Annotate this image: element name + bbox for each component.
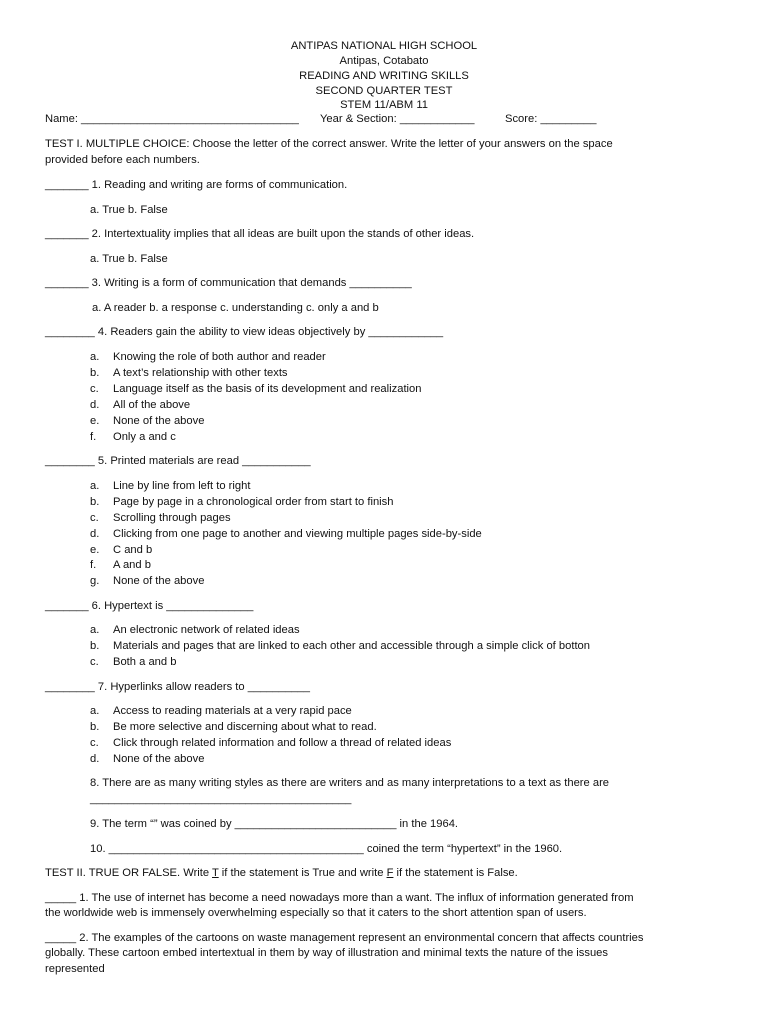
option-letter: e. [90, 544, 100, 556]
strand-section: STEM 11/ABM 11 [340, 99, 428, 111]
question-9: 9. The term “” was coined by __________________________ in the 1964. [90, 818, 459, 830]
tf-question-2-cont2: represented [45, 963, 105, 975]
name-field: Name: ___________________________________ [45, 113, 299, 125]
option-letter: f. [90, 431, 97, 443]
subject-title: READING AND WRITING SKILLS [299, 70, 469, 82]
question-10: 10. _________________________________________ coined the term “hypertext” in the 1960. [90, 843, 563, 855]
option-text: Be more selective and discerning about what to read. [113, 721, 377, 733]
score-field: Score: _________ [505, 113, 597, 125]
option-text: None of the above [113, 415, 205, 427]
question-2: _______ 2. Intertextuality implies that all ideas are built upon the stands of other ideas. [45, 228, 475, 240]
question-8: 8. There are as many writing styles as there are writers and as many interpretations to a text as there are [90, 777, 610, 789]
test2-instr-mid: if the statement is True and write [218, 867, 387, 879]
option-letter: d. [90, 399, 100, 411]
option-text: Page by page in a chronological order from start to finish [113, 496, 394, 508]
option-letter: c. [90, 383, 99, 395]
option-text: An electronic network of related ideas [113, 624, 300, 636]
option-letter: b. [90, 496, 100, 508]
option-letter: c. [90, 656, 99, 668]
option-text: Materials and pages that are linked to each other and accessible through a simple click of botton [113, 640, 590, 652]
option-letter: a. [90, 351, 100, 363]
option-letter: d. [90, 753, 100, 765]
option-text: All of the above [113, 399, 191, 411]
question-4: ________ 4. Readers gain the ability to view ideas objectively by ____________ [45, 326, 444, 338]
tf-question-1: _____ 1. The use of internet has become a need nowadays more than a want. The influx of information generated from [45, 892, 634, 904]
question-8-blank: __________________________________________ [90, 793, 352, 805]
option-text: C and b [113, 544, 153, 556]
option-letter: e. [90, 415, 100, 427]
exam-title: SECOND QUARTER TEST [315, 85, 453, 97]
option-text: A and b [113, 559, 151, 571]
option-letter: b. [90, 640, 100, 652]
option-text: None of the above [113, 753, 205, 765]
question-5: ________ 5. Printed materials are read ___________ [45, 455, 311, 467]
option-text: Language itself as the basis of its development and realization [113, 383, 422, 395]
tf-question-1-cont: the worldwide web is immensely overwhelming especially so that it caters to the short attention span of users. [45, 907, 587, 919]
option-letter: b. [90, 721, 100, 733]
true-letter: T [212, 867, 219, 879]
test1-instructions-cont: provided before each numbers. [45, 154, 200, 166]
option-text: A text’s relationship with other texts [113, 367, 288, 379]
option-text: Scrolling through pages [113, 512, 231, 524]
option-letter: d. [90, 528, 100, 540]
test2-instructions [45, 867, 518, 880]
question-1: _______ 1. Reading and writing are forms of communication. [45, 179, 348, 191]
option-letter: a. [90, 480, 100, 492]
option-letter: g. [90, 575, 100, 587]
question-6: _______ 6. Hypertext is ______________ [45, 600, 254, 612]
option-text: Click through related information and follow a thread of related ideas [113, 737, 452, 749]
test1-instructions: TEST I. MULTIPLE CHOICE: Choose the letter of the correct answer. Write the letter of your answers on the space [45, 138, 613, 150]
test2-instr-pre: TEST II. TRUE OR FALSE. Write [45, 867, 213, 879]
tf-question-2: _____ 2. The examples of the cartoons on waste management represent an environmental concern that affects countries [45, 932, 644, 944]
school-location: Antipas, Cotabato [339, 55, 429, 67]
question-2-options: a. True b. False [90, 253, 168, 265]
option-text: Access to reading materials at a very rapid pace [113, 705, 352, 717]
question-1-options: a. True b. False [90, 204, 168, 216]
option-text: Knowing the role of both author and reader [113, 351, 326, 363]
option-letter: c. [90, 737, 99, 749]
option-text: Only a and c [113, 431, 176, 443]
option-text: Both a and b [113, 656, 177, 668]
question-3: _______ 3. Writing is a form of communication that demands __________ [45, 277, 412, 289]
false-letter: F [386, 867, 394, 879]
option-text: None of the above [113, 575, 205, 587]
option-text: Line by line from left to right [113, 480, 251, 492]
option-letter: a. [90, 624, 100, 636]
test2-instr-post: if the statement is False. [393, 867, 518, 879]
question-3-options: a. A reader b. a response c. understanding c. only a and b [92, 302, 379, 314]
option-text: Clicking from one page to another and viewing multiple pages side-by-side [113, 528, 482, 540]
tf-question-2-cont: globally. These cartoon embed intertextual in them by way of illustration and minimal texts the nature of the issues [45, 947, 608, 959]
question-7: ________ 7. Hyperlinks allow readers to __________ [45, 681, 310, 693]
option-letter: b. [90, 367, 100, 379]
year-section-field: Year & Section: ____________ [320, 113, 475, 125]
option-letter: c. [90, 512, 99, 524]
option-letter: f. [90, 559, 97, 571]
option-letter: a. [90, 705, 100, 717]
school-name: ANTIPAS NATIONAL HIGH SCHOOL [290, 40, 478, 52]
